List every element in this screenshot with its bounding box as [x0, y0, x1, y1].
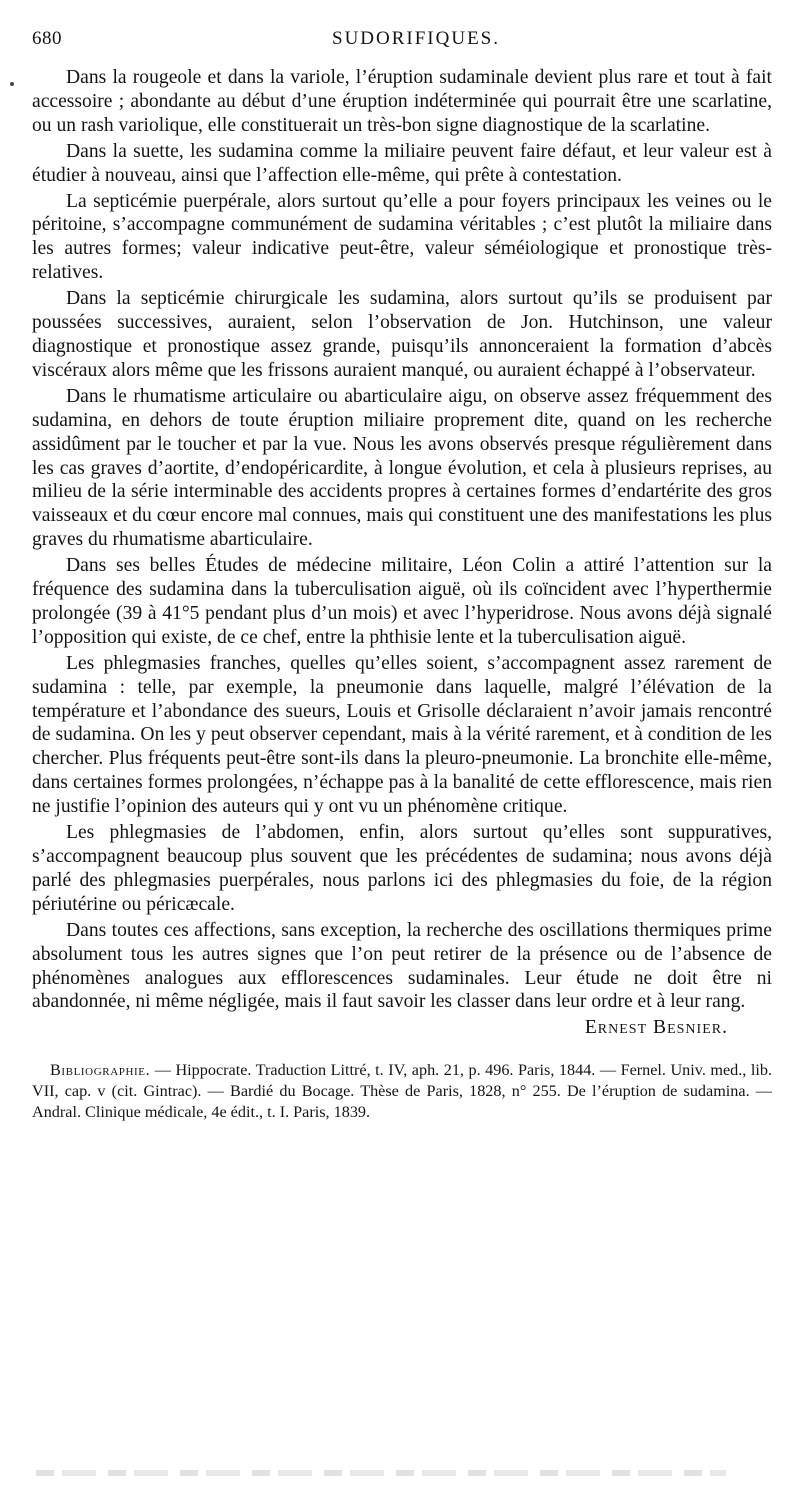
paragraph-septicemie-chirurgicale: Dans la septicémie chirurgicale les sudamina, alors surtout qu’ils se produisent par poussées successives, auraient, selon l’observation de Jon. Hutchinson, une valeur diagnostique et pronostique assez grande, puisqu’ils annonceraient la formation d’abcès viscéraux alors même que les frissons auraient manqué, ou auraient échappé à l’observateur.: [32, 288, 772, 381]
body-text: [32, 66, 772, 1040]
paragraph-phlegmasies-abdomen: Les phlegmasies de l’abdomen, enfin, alors surtout qu’elles sont suppuratives, s’accompagnent beaucoup plus souvent que les précédentes de sudamina; nous avons déjà parlé des phlegmasies puerpérales, nous parlons ici des phlegmasies du foie, de la région périutérine ou péricæcale.: [32, 822, 772, 915]
running-title: SUDORIFIQUES.: [332, 28, 500, 49]
paragraph-phlegmasies-franches: Les phlegmasies franches, quelles qu’elles soient, s’accompagnent assez rarement de sudamina : telle, par exemple, la pneumonie dans laquelle, malgré l’élévation de la température et l’abondance des sueurs, Louis et Grisolle déclaraient n’avoir jamais rencontré de sudamina. On les y peut observer cependant, mais à la vérité rarement, et à condition de les chercher. Plus fréquents peut-être sont-ils dans la pleuro-pneumonie. La bronchite elle-même, dans certaines formes prolongées, n’échappe pas à la banalité de cette efflorescence, mais rien ne justifie l’opinion des auteurs qui y ont vu un phénomène critique.: [32, 652, 772, 818]
bibliography: [32, 1060, 772, 1123]
paragraph-conclusion: Dans toutes ces affections, sans exception, la recherche des oscillations thermiques prime absolument tous les autres signes que l’on peut retirer de la présence ou de l’absence de phénomènes analogues aux efflorescences sudaminales. Leur étude ne doit être ni abandonnée, ni même négligée, mais il faut savoir les classer dans leur ordre et à leur rang.: [32, 919, 772, 1013]
bibliography-label: Bibliographie.: [50, 1061, 151, 1080]
paragraph-septicemie-puerperale: La septicémie puerpérale, alors surtout qu’elle a pour foyers principaux les veines ou le péritoine, s’accompagne communément de sudamina véritables ; c’est plutôt la miliaire dans les autres formes; valeur indicative peut-être, valeur séméiologique et pronostique très-relatives.: [32, 190, 772, 284]
page-header: [32, 28, 772, 58]
paragraph-rougeole: Dans la rougeole et dans la variole, l’éruption sudaminale devient plus rare et tout à fait accessoire ; abondante au début d’une éruption indéterminée qui pourrait être une scarlatine, ou un rash variolique, elle constituerait un très-bon signe diagnostique de la scarlatine.: [32, 67, 772, 136]
bibliography-text: — Hippocrate. Traduction Littré, t. IV, aph. 21, p. 496. Paris, 1844. — Fernel. Univ. med., lib. VII, cap. v (cit. Gintrac). — Bardié du Bocage. Thèse de Paris, 1828, n° 255. De l’éruption de sudamina. — Andral. Clinique médicale, 4e édit., t. I. Paris, 1839.: [32, 1061, 773, 1122]
page: [32, 28, 772, 1123]
paragraph-rhumatisme: Dans le rhumatisme articulaire ou abarticulaire aigu, on observe assez fréquemment des sudamina, en dehors de toute éruption miliaire proprement dite, quand on les recherche assidûment par le toucher et par la vue. Nous les avons observés presque régulièrement dans les cas graves d’aortite, d’endopéricardite, à longue évolution, et cela à plusieurs reprises, au milieu de la série interminable des accidents propres à certaines formes d’endartérite des gros vaisseaux et du cœur encore mal connues, mais qui constituent une des manifestations les plus graves du rhumatisme abarticulaire.: [32, 385, 772, 551]
paragraph-tuberculisation: Dans ses belles Études de médecine militaire, Léon Colin a attiré l’attention sur la fréquence des sudamina dans la tuberculisation aiguë, où ils coïncident avec l’hyperthermie prolongée (39 à 41°5 pendant plus d’un mois) et avec l’hyperidrose. Nous avons déjà signalé l’opposition qui existe, de ce chef, entre la phthisie lente et la tuberculisation aiguë.: [32, 555, 772, 648]
page-number: 680: [32, 28, 62, 49]
margin-mark: [10, 82, 14, 86]
author-signature: Ernest Besnier.: [584, 1017, 728, 1039]
paragraph-suette: Dans la suette, les sudamina comme la miliaire peuvent faire défaut, et leur valeur est à étudier à nouveau, ainsi que l’affection elle-même, qui prête à contestation.: [32, 140, 772, 186]
show-through-bleed: [36, 1470, 726, 1476]
